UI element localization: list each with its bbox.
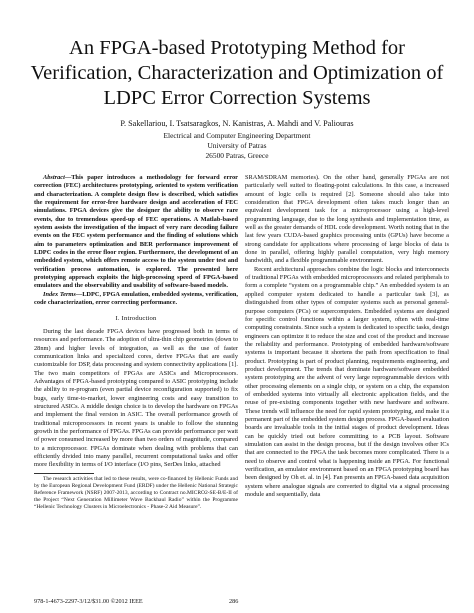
- footnote-rule: [34, 473, 94, 474]
- abstract-text: —This paper introduces a methodology for forward error correction (FEC) architectures prototyping, oriented to system verification and characterization. A complete design flow is described, which satisfies the requirement for error-free hardware design and acceleration of FEC simulations. FPGA devices give the designer the ability to observe rare events, due to tremendous speed-up of FEC operations. A Matlab-based system assists the investigation of the impact of very rare decoding failure events on the FEC system performance and the finding of solutions which aim to parameters optimization and BER performance improvement of LDPC codes in the error floor region. Furthermore, the development of an embedded system, which offers remote access to the system under test and verification process automation, is explored. The presented here prototyping approach exploits the high-processing speed of FPGA-based emulators and the observability and usability of software-based models.: [34, 174, 238, 290]
- index-terms-lead: Index Terms: [43, 290, 76, 298]
- copyright-footer: 978-1-4673-2297-3/12/$31.00 ©2012 IEEE: [34, 598, 143, 605]
- affiliation-department: Electrical and Computer Engineering Department: [163, 131, 311, 140]
- abstract: [34, 174, 238, 291]
- right-paragraph-1: SRAM/SDRAM memories). On the other hand, generally FPGAs are not particularly well suited to floating-point calculations. In this case, a increased amount of logic cells is required [2]. Someone should also take into consideration that FPGA development often takes much longer than an equivalent development task for a microprocessor using a high-level programming language, due to the long synthesis and implementation time, as well as the greater demands of HDL code development. Worth noting that in the last few years CUDA-based graphics processing units (GPUs) have become a strong candidate for applications where processing of large blocks of data is done in parallel, offering highly parallel computation, very high memory bandwidth, and a flexible programmable environment.: [245, 174, 449, 265]
- affiliation-university: University of Patras: [207, 141, 267, 150]
- right-column: [245, 174, 449, 499]
- title-line-1: An FPGA-based Prototyping Method for: [69, 37, 405, 59]
- affiliation: [0, 131, 474, 161]
- title-line-2: Verification, Characterization and Optimization of: [30, 62, 444, 84]
- left-column: [34, 174, 238, 511]
- introduction-paragraph: During the last decade FPGA devices have progressed both in terms of resources and performance. The adoption of ultra-thin chip geometries (down to 28nm) and higher levels of integration, as well as the use of faster communication links and specialized cores, derive FPGAs that are easily customizable for DSP, data processing and system connectivity applications [1]. The two main competitors of FPGAs are ASICs and Microprocessors. Advantages of FPGA-based prototyping compared to ASIC prototyping include the ability to re-program (even partial device reconfiguration supported) to fix bugs, early time-to-market, lower engineering costs and easy transition to structured ASICs. A middle design choice is to develop the hardware on FPGAs and implement the final version in ASIC. The overall performance growth of traditional microprocessors in recent years is unable to follow the stunning growth in the performance of FPGAs. FPGAs can provide performance per watt of power consumed increased by more than two orders of magnitude, compared to a microprocessor. FPGAs dominate when dealing with problems that can efficiently divided into many parallel, recurrent computational tasks and offer more flexibility in terms of I/O interface (I/O pins, SerDes links, attached: [34, 327, 238, 469]
- abstract-lead: Abstract: [43, 174, 65, 181]
- right-paragraph-2: Recent architectural approaches combine the logic blocks and interconnects of traditional FPGAs with embedded microprocessors and related peripherals to form a complete “system on a programmable chip.” An embedded system is an applied computer system dedicated to handle a particular task [3], as distinguished from other types of computer systems such as personal general-purpose computers (PCs) or supercomputers. Embedded systems are designed for specific control functions within a larger system, often with real-time computing constraints. Since such a system is dedicated to specific tasks, design engineers can optimize it to reduce the size and cost of the product and increase the reliability and performance. Prototyping of embedded hardware/software systems is important because it shortens the path from specification to final product. Prototyping is part of product planning, requirements engineering, and product development. The trends that dominate hardware/software embedded system prototyping are the advent of very large reprogrammable devices with other processing elements on a single chip, or system on a chip, the expansion of embedded systems into virtually all electronic application fields, and the reuse of pre-existing components together with new hardware and software. These trends will influence the need for rapid system prototyping, and make it a permanent part of the embedded system design process. FPGA-based evaluation boards are invaluable tools in the initial stages of product development. Ideas can be quickly tried out before committing to a PCB layout. Software simulation can assist in the design process, but if the design involves other ICs that are connected to the FPGA the task becomes more complicated. There is a need to observe and control what is happening inside an FPGA. For functional verification, an emulator environment based on an FPGA prototyping board has been designed by Oh et. al. in [4]. Fan presents an FPGA-based data acquisition system where analogue signals are converted to digital via a signal processing module and sequentially, data: [245, 265, 450, 499]
- affiliation-address: 26500 Patras, Greece: [205, 151, 269, 160]
- index-terms: [34, 291, 238, 308]
- title-line-3: LDPC Error Correction Systems: [103, 87, 371, 109]
- index-terms-text: —LDPC, FPGA emulation, embedded systems, verification, code characterization, error correcting performance.: [34, 290, 238, 307]
- funding-footnote: The research activities that led to these results, were co-financed by Hellenic Funds and by the European Regional Development Fund (ERDF) under the Hellenic National Strategic Reference Framework (NSRF) 2007-2013, according to Contract no.MICRO2-SE-B/E-II of the Project “Next Generation Millimeter Wave Backhaul Radio” within the Programme “Hellenic Technology Clusters in Microelectronics - Phase-2 Aid Measure”.: [34, 475, 238, 511]
- section-heading-introduction: I. Introduction: [115, 314, 157, 322]
- paper-title: [20, 36, 454, 111]
- page-number: 286: [229, 598, 239, 605]
- author-list: P. Sakellariou, I. Tsatsaragkos, N. Kanistras, A. Mahdi and V. Paliouras: [120, 119, 354, 128]
